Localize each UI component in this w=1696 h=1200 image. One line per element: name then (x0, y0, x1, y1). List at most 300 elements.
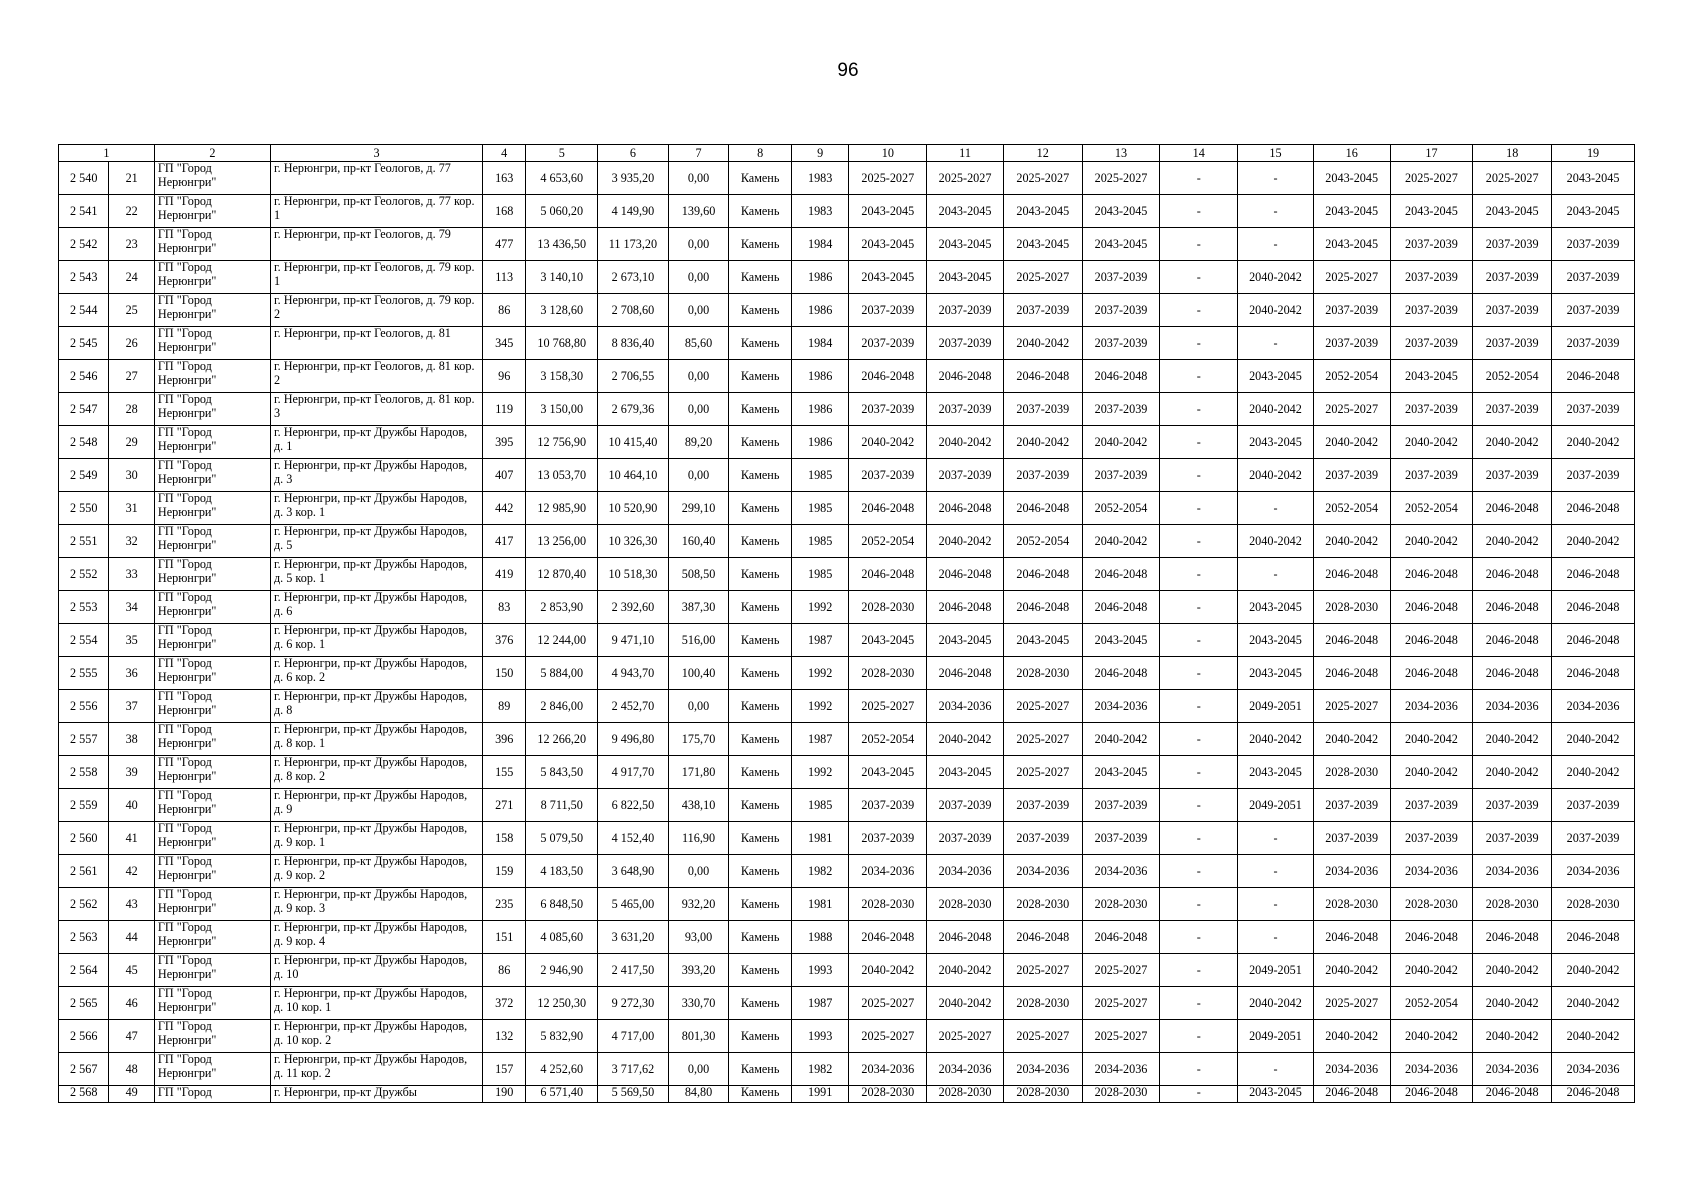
table-row (59, 426, 1635, 459)
year-built-cell: 1982 (791, 855, 849, 888)
wall-material-cell: Камень (729, 459, 792, 492)
period-col19: 2040-2042 (1552, 426, 1635, 459)
reg-number: 2 548 (59, 426, 109, 459)
register-table (58, 144, 1635, 1103)
period-col12: 2034-2036 (1003, 1053, 1082, 1086)
period-col11: 2034-2036 (927, 690, 1004, 723)
address-cell: г. Нерюнгри, пр-кт Геологов, д. 81 кор. 2 (270, 360, 482, 393)
period-col13: 2043-2045 (1082, 228, 1160, 261)
period-col19: 2046-2048 (1552, 1086, 1635, 1103)
period-col11: 2037-2039 (927, 327, 1004, 360)
period-col13: 2046-2048 (1082, 657, 1160, 690)
period-col19: 2034-2036 (1552, 1053, 1635, 1086)
period-col10: 2025-2027 (849, 162, 927, 195)
item-number: 46 (109, 987, 154, 1020)
year-built-cell: 1993 (791, 954, 849, 987)
period-col10: 2025-2027 (849, 690, 927, 723)
table-row (59, 459, 1635, 492)
area-total-cell: 2 853,90 (526, 591, 598, 624)
owner-cell: ГП "Город Нерюнгри" (154, 195, 270, 228)
period-col16: 2046-2048 (1313, 657, 1390, 690)
period-col18: 2052-2054 (1473, 360, 1552, 393)
item-number: 27 (109, 360, 154, 393)
period-col16: 2046-2048 (1313, 921, 1390, 954)
period-col11: 2034-2036 (927, 855, 1004, 888)
year-built-cell: 1987 (791, 624, 849, 657)
area-living-cell: 4 149,90 (598, 195, 669, 228)
wall-material-cell: Камень (729, 822, 792, 855)
period-col12: 2043-2045 (1003, 624, 1082, 657)
period-col12: 2025-2027 (1003, 162, 1082, 195)
period-col15: 2049-2051 (1238, 954, 1314, 987)
item-number: 26 (109, 327, 154, 360)
area-living-cell: 9 272,30 (598, 987, 669, 1020)
item-number: 44 (109, 921, 154, 954)
period-col17: 2037-2039 (1390, 228, 1473, 261)
period-col17: 2037-2039 (1390, 822, 1473, 855)
period-col14: - (1160, 360, 1238, 393)
owner-cell: ГП "Город Нерюнгри" (154, 393, 270, 426)
owner-cell: ГП "Город Нерюнгри" (154, 459, 270, 492)
area-total-cell: 8 711,50 (526, 789, 598, 822)
table-row (59, 690, 1635, 723)
owner-cell: ГП "Город Нерюнгри" (154, 591, 270, 624)
period-col11: 2046-2048 (927, 360, 1004, 393)
period-col10: 2043-2045 (849, 624, 927, 657)
area-living-cell: 3 631,20 (598, 921, 669, 954)
reg-number: 2 547 (59, 393, 109, 426)
period-col19: 2034-2036 (1552, 855, 1635, 888)
residents-cell: 271 (483, 789, 526, 822)
year-built-cell: 1993 (791, 1020, 849, 1053)
period-col13: 2046-2048 (1082, 591, 1160, 624)
area-nonliving-cell: 330,70 (668, 987, 729, 1020)
area-nonliving-cell: 0,00 (668, 261, 729, 294)
period-col10: 2028-2030 (849, 888, 927, 921)
address-cell: г. Нерюнгри, пр-кт Дружбы Народов, д. 9 кор. 3 (270, 888, 482, 921)
period-col11: 2046-2048 (927, 657, 1004, 690)
period-col15: 2040-2042 (1238, 987, 1314, 1020)
period-col15: 2043-2045 (1238, 756, 1314, 789)
area-nonliving-cell: 932,20 (668, 888, 729, 921)
period-col11: 2037-2039 (927, 459, 1004, 492)
owner-cell: ГП "Город Нерюнгри" (154, 228, 270, 261)
table-row (59, 492, 1635, 525)
period-col17: 2046-2048 (1390, 624, 1473, 657)
owner-cell: ГП "Город Нерюнгри" (154, 525, 270, 558)
wall-material-cell: Камень (729, 525, 792, 558)
table-row (59, 954, 1635, 987)
year-built-cell: 1986 (791, 261, 849, 294)
period-col19: 2034-2036 (1552, 690, 1635, 723)
period-col18: 2046-2048 (1473, 492, 1552, 525)
period-col13: 2040-2042 (1082, 723, 1160, 756)
area-living-cell: 2 708,60 (598, 294, 669, 327)
table-row (59, 525, 1635, 558)
area-total-cell: 3 128,60 (526, 294, 598, 327)
period-col17: 2040-2042 (1390, 525, 1473, 558)
area-living-cell: 2 673,10 (598, 261, 669, 294)
period-col16: 2037-2039 (1313, 459, 1390, 492)
period-col13: 2037-2039 (1082, 261, 1160, 294)
year-built-cell: 1983 (791, 195, 849, 228)
column-number-header: 12 (1003, 145, 1082, 162)
reg-number: 2 540 (59, 162, 109, 195)
period-col11: 2046-2048 (927, 921, 1004, 954)
period-col10: 2046-2048 (849, 492, 927, 525)
period-col18: 2025-2027 (1473, 162, 1552, 195)
area-nonliving-cell: 0,00 (668, 228, 729, 261)
period-col16: 2034-2036 (1313, 1053, 1390, 1086)
period-col15: 2043-2045 (1238, 426, 1314, 459)
area-living-cell: 2 392,60 (598, 591, 669, 624)
area-total-cell: 5 884,00 (526, 657, 598, 690)
period-col16: 2028-2030 (1313, 591, 1390, 624)
address-cell: г. Нерюнгри, пр-кт Дружбы Народов, д. 9 кор. 4 (270, 921, 482, 954)
wall-material-cell: Камень (729, 657, 792, 690)
area-total-cell: 2 946,90 (526, 954, 598, 987)
table-row (59, 591, 1635, 624)
period-col10: 2028-2030 (849, 591, 927, 624)
area-nonliving-cell: 0,00 (668, 459, 729, 492)
column-number-header: 14 (1160, 145, 1238, 162)
area-living-cell: 10 415,40 (598, 426, 669, 459)
item-number: 40 (109, 789, 154, 822)
period-col10: 2037-2039 (849, 327, 927, 360)
period-col11: 2037-2039 (927, 393, 1004, 426)
period-col13: 2040-2042 (1082, 525, 1160, 558)
address-cell: г. Нерюнгри, пр-кт Геологов, д. 79 кор. 1 (270, 261, 482, 294)
period-col11: 2037-2039 (927, 294, 1004, 327)
period-col12: 2037-2039 (1003, 393, 1082, 426)
wall-material-cell: Камень (729, 228, 792, 261)
period-col11: 2025-2027 (927, 1020, 1004, 1053)
reg-number: 2 546 (59, 360, 109, 393)
address-cell: г. Нерюнгри, пр-кт Дружбы Народов, д. 8 кор. 1 (270, 723, 482, 756)
address-cell: г. Нерюнгри, пр-кт Дружбы Народов, д. 11 кор. 2 (270, 1053, 482, 1086)
wall-material-cell: Камень (729, 162, 792, 195)
period-col17: 2040-2042 (1390, 756, 1473, 789)
wall-material-cell: Камень (729, 888, 792, 921)
reg-number: 2 565 (59, 987, 109, 1020)
address-cell: г. Нерюнгри, пр-кт Дружбы Народов, д. 6 кор. 1 (270, 624, 482, 657)
column-number-row (59, 145, 1635, 162)
area-total-cell: 4 252,60 (526, 1053, 598, 1086)
owner-cell: ГП "Город Нерюнгри" (154, 657, 270, 690)
address-cell: г. Нерюнгри, пр-кт Дружбы Народов, д. 10 кор. 1 (270, 987, 482, 1020)
period-col18: 2046-2048 (1473, 591, 1552, 624)
reg-number: 2 552 (59, 558, 109, 591)
owner-cell: ГП "Город Нерюнгри" (154, 1020, 270, 1053)
period-col15: - (1238, 228, 1314, 261)
address-cell: г. Нерюнгри, пр-кт Дружбы Народов, д. 6 (270, 591, 482, 624)
address-cell: г. Нерюнгри, пр-кт Дружбы Народов, д. 9 (270, 789, 482, 822)
area-living-cell: 9 471,10 (598, 624, 669, 657)
residents-cell: 190 (483, 1086, 526, 1103)
reg-number: 2 551 (59, 525, 109, 558)
period-col10: 2040-2042 (849, 426, 927, 459)
period-col12: 2040-2042 (1003, 426, 1082, 459)
item-number: 37 (109, 690, 154, 723)
period-col19: 2046-2048 (1552, 921, 1635, 954)
column-number-header: 2 (154, 145, 270, 162)
table-row (59, 1086, 1635, 1103)
column-number-header: 5 (526, 145, 598, 162)
period-col13: 2028-2030 (1082, 1086, 1160, 1103)
item-number: 45 (109, 954, 154, 987)
year-built-cell: 1981 (791, 822, 849, 855)
period-col14: - (1160, 1086, 1238, 1103)
period-col19: 2040-2042 (1552, 987, 1635, 1020)
period-col19: 2040-2042 (1552, 525, 1635, 558)
year-built-cell: 1985 (791, 525, 849, 558)
period-col18: 2040-2042 (1473, 987, 1552, 1020)
period-col15: 2049-2051 (1238, 789, 1314, 822)
period-col13: 2025-2027 (1082, 954, 1160, 987)
reg-number: 2 549 (59, 459, 109, 492)
period-col15: 2043-2045 (1238, 360, 1314, 393)
period-col13: 2037-2039 (1082, 822, 1160, 855)
owner-cell: ГП "Город Нерюнгри" (154, 987, 270, 1020)
wall-material-cell: Камень (729, 426, 792, 459)
period-col10: 2025-2027 (849, 987, 927, 1020)
period-col17: 2052-2054 (1390, 492, 1473, 525)
item-number: 39 (109, 756, 154, 789)
owner-cell: ГП "Город Нерюнгри" (154, 888, 270, 921)
owner-cell: ГП "Город Нерюнгри" (154, 954, 270, 987)
period-col13: 2034-2036 (1082, 690, 1160, 723)
residents-cell: 163 (483, 162, 526, 195)
period-col19: 2037-2039 (1552, 789, 1635, 822)
area-nonliving-cell: 116,90 (668, 822, 729, 855)
item-number: 36 (109, 657, 154, 690)
area-nonliving-cell: 0,00 (668, 360, 729, 393)
residents-cell: 372 (483, 987, 526, 1020)
period-col19: 2046-2048 (1552, 657, 1635, 690)
period-col12: 2028-2030 (1003, 888, 1082, 921)
period-col14: - (1160, 789, 1238, 822)
period-col15: 2049-2051 (1238, 690, 1314, 723)
period-col16: 2040-2042 (1313, 525, 1390, 558)
period-col16: 2046-2048 (1313, 624, 1390, 657)
table-row (59, 1053, 1635, 1086)
residents-cell: 86 (483, 294, 526, 327)
period-col19: 2046-2048 (1552, 624, 1635, 657)
owner-cell: ГП "Город Нерюнгри" (154, 558, 270, 591)
period-col19: 2037-2039 (1552, 294, 1635, 327)
period-col17: 2052-2054 (1390, 987, 1473, 1020)
period-col10: 2043-2045 (849, 261, 927, 294)
area-nonliving-cell: 0,00 (668, 294, 729, 327)
period-col17: 2043-2045 (1390, 360, 1473, 393)
address-cell: г. Нерюнгри, пр-кт Геологов, д. 77 кор. 1 (270, 195, 482, 228)
period-col17: 2040-2042 (1390, 1020, 1473, 1053)
area-total-cell: 2 846,00 (526, 690, 598, 723)
period-col11: 2037-2039 (927, 822, 1004, 855)
area-nonliving-cell: 0,00 (668, 1053, 729, 1086)
period-col13: 2037-2039 (1082, 459, 1160, 492)
period-col13: 2046-2048 (1082, 921, 1160, 954)
owner-cell: ГП "Город Нерюнгри" (154, 921, 270, 954)
period-col15: - (1238, 327, 1314, 360)
period-col17: 2040-2042 (1390, 426, 1473, 459)
reg-number: 2 542 (59, 228, 109, 261)
reg-number: 2 562 (59, 888, 109, 921)
year-built-cell: 1982 (791, 1053, 849, 1086)
area-nonliving-cell: 89,20 (668, 426, 729, 459)
period-col14: - (1160, 888, 1238, 921)
table-row (59, 789, 1635, 822)
period-col14: - (1160, 822, 1238, 855)
period-col15: 2049-2051 (1238, 1020, 1314, 1053)
period-col12: 2043-2045 (1003, 195, 1082, 228)
owner-cell: ГП "Город Нерюнгри" (154, 492, 270, 525)
period-col15: - (1238, 822, 1314, 855)
period-col15: 2040-2042 (1238, 525, 1314, 558)
table-row (59, 888, 1635, 921)
period-col19: 2046-2048 (1552, 591, 1635, 624)
area-living-cell: 10 326,30 (598, 525, 669, 558)
reg-number: 2 566 (59, 1020, 109, 1053)
residents-cell: 83 (483, 591, 526, 624)
period-col10: 2028-2030 (849, 1086, 927, 1103)
residents-cell: 119 (483, 393, 526, 426)
column-number-header: 3 (270, 145, 482, 162)
period-col18: 2034-2036 (1473, 690, 1552, 723)
period-col13: 2034-2036 (1082, 855, 1160, 888)
period-col18: 2040-2042 (1473, 426, 1552, 459)
year-built-cell: 1987 (791, 723, 849, 756)
area-total-cell: 4 653,60 (526, 162, 598, 195)
period-col15: - (1238, 558, 1314, 591)
period-col10: 2043-2045 (849, 195, 927, 228)
period-col12: 2046-2048 (1003, 921, 1082, 954)
period-col18: 2040-2042 (1473, 1020, 1552, 1053)
owner-cell: ГП "Город Нерюнгри" (154, 822, 270, 855)
reg-number: 2 558 (59, 756, 109, 789)
area-living-cell: 4 152,40 (598, 822, 669, 855)
period-col18: 2037-2039 (1473, 294, 1552, 327)
column-number-header: 9 (791, 145, 849, 162)
period-col15: 2043-2045 (1238, 591, 1314, 624)
period-col16: 2037-2039 (1313, 822, 1390, 855)
area-living-cell: 11 173,20 (598, 228, 669, 261)
period-col18: 2046-2048 (1473, 657, 1552, 690)
period-col14: - (1160, 591, 1238, 624)
year-built-cell: 1986 (791, 393, 849, 426)
column-number-header: 10 (849, 145, 927, 162)
period-col19: 2040-2042 (1552, 1020, 1635, 1053)
period-col17: 2043-2045 (1390, 195, 1473, 228)
period-col11: 2043-2045 (927, 195, 1004, 228)
area-nonliving-cell: 171,80 (668, 756, 729, 789)
area-living-cell: 4 717,00 (598, 1020, 669, 1053)
owner-cell: ГП "Город Нерюнгри" (154, 624, 270, 657)
period-col12: 2028-2030 (1003, 1086, 1082, 1103)
table-row (59, 228, 1635, 261)
column-number-header: 18 (1473, 145, 1552, 162)
period-col14: - (1160, 426, 1238, 459)
area-nonliving-cell: 0,00 (668, 393, 729, 426)
period-col18: 2046-2048 (1473, 558, 1552, 591)
column-number-header: 16 (1313, 145, 1390, 162)
residents-cell: 151 (483, 921, 526, 954)
period-col17: 2037-2039 (1390, 393, 1473, 426)
area-living-cell: 4 917,70 (598, 756, 669, 789)
period-col18: 2037-2039 (1473, 228, 1552, 261)
reg-number: 2 568 (59, 1086, 109, 1103)
period-col18: 2043-2045 (1473, 195, 1552, 228)
period-col13: 2040-2042 (1082, 426, 1160, 459)
item-number: 49 (109, 1086, 154, 1103)
period-col10: 2034-2036 (849, 855, 927, 888)
residents-cell: 155 (483, 756, 526, 789)
period-col18: 2037-2039 (1473, 261, 1552, 294)
period-col11: 2043-2045 (927, 624, 1004, 657)
address-cell: г. Нерюнгри, пр-кт Дружбы Народов, д. 8 (270, 690, 482, 723)
year-built-cell: 1992 (791, 690, 849, 723)
period-col17: 2040-2042 (1390, 954, 1473, 987)
period-col14: - (1160, 294, 1238, 327)
period-col14: - (1160, 954, 1238, 987)
reg-number: 2 553 (59, 591, 109, 624)
area-total-cell: 5 079,50 (526, 822, 598, 855)
area-total-cell: 12 244,00 (526, 624, 598, 657)
column-number-header: 17 (1390, 145, 1473, 162)
period-col12: 2025-2027 (1003, 690, 1082, 723)
period-col11: 2028-2030 (927, 1086, 1004, 1103)
wall-material-cell: Камень (729, 360, 792, 393)
area-living-cell: 2 452,70 (598, 690, 669, 723)
item-number: 21 (109, 162, 154, 195)
period-col16: 2025-2027 (1313, 690, 1390, 723)
wall-material-cell: Камень (729, 294, 792, 327)
owner-cell: ГП "Город Нерюнгри" (154, 789, 270, 822)
area-nonliving-cell: 0,00 (668, 855, 729, 888)
address-cell: г. Нерюнгри, пр-кт Геологов, д. 79 кор. 2 (270, 294, 482, 327)
area-living-cell: 2 679,36 (598, 393, 669, 426)
wall-material-cell: Камень (729, 987, 792, 1020)
area-nonliving-cell: 85,60 (668, 327, 729, 360)
period-col10: 2043-2045 (849, 228, 927, 261)
wall-material-cell: Камень (729, 690, 792, 723)
residents-cell: 150 (483, 657, 526, 690)
residents-cell: 157 (483, 1053, 526, 1086)
area-total-cell: 13 436,50 (526, 228, 598, 261)
item-number: 34 (109, 591, 154, 624)
reg-number: 2 554 (59, 624, 109, 657)
area-nonliving-cell: 160,40 (668, 525, 729, 558)
period-col12: 2046-2048 (1003, 492, 1082, 525)
owner-cell: ГП "Город Нерюнгри" (154, 690, 270, 723)
area-living-cell: 4 943,70 (598, 657, 669, 690)
period-col18: 2040-2042 (1473, 723, 1552, 756)
item-number: 38 (109, 723, 154, 756)
area-total-cell: 3 150,00 (526, 393, 598, 426)
item-number: 32 (109, 525, 154, 558)
area-living-cell: 10 464,10 (598, 459, 669, 492)
area-living-cell: 6 822,50 (598, 789, 669, 822)
area-nonliving-cell: 387,30 (668, 591, 729, 624)
residents-cell: 345 (483, 327, 526, 360)
period-col12: 2028-2030 (1003, 657, 1082, 690)
period-col15: 2040-2042 (1238, 294, 1314, 327)
period-col11: 2046-2048 (927, 591, 1004, 624)
area-nonliving-cell: 93,00 (668, 921, 729, 954)
period-col17: 2037-2039 (1390, 459, 1473, 492)
address-cell: г. Нерюнгри, пр-кт Дружбы (270, 1086, 482, 1103)
area-total-cell: 10 768,80 (526, 327, 598, 360)
